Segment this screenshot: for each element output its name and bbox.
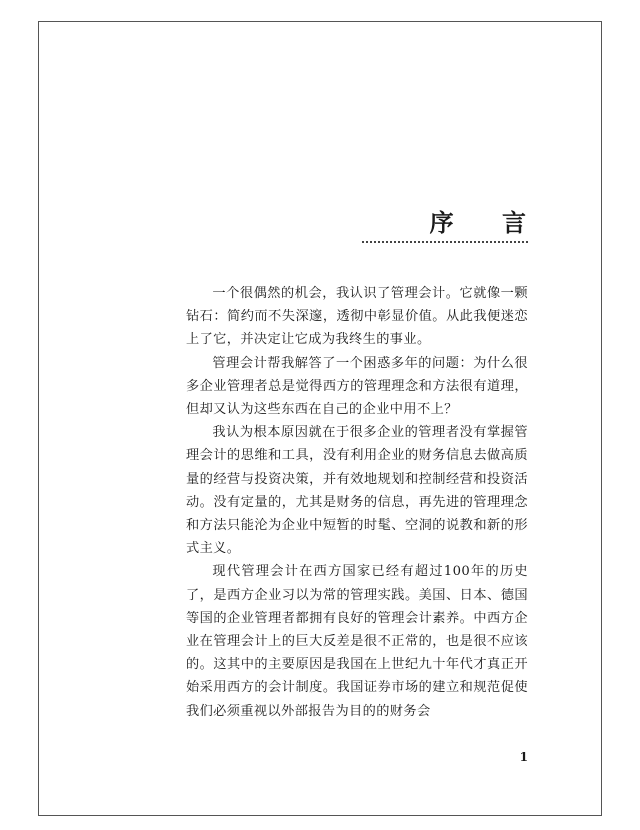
paragraph: 管理会计帮我解答了一个困惑多年的问题：为什么很多企业管理者总是觉得西方的管理理念和方法很有道理，但却又认为这些东西在自己的企业中用不上？ — [186, 355, 528, 418]
paragraph: 我认为根本原因就在于很多企业的管理者没有掌握管理会计的思维和工具，没有利用企业的财务信息去做高质量的经营与投资决策，并有效地规划和控制经营和投资活动。没有定量的，尤其是财务的信息，再先进的管理理念和方法只能沦为企业中短暂的时髦、空洞的说教和新的形式主义。 — [186, 425, 528, 557]
paragraph: 一个很偶然的机会，我认识了管理会计。它就像一颗钻石：简约而不失深邃，透彻中彰显价值。从此我便迷恋上了它，并决定让它成为我终生的事业。 — [186, 286, 528, 348]
body-text — [186, 282, 528, 723]
heading-dotted-rule — [362, 241, 528, 243]
page-number: 1 — [519, 750, 528, 764]
page-heading: 序 言 — [429, 208, 546, 237]
paragraph: 现代管理会计在西方国家已经有超过100年的历史了，是西方企业习以为常的管理实践。美国、日本、德国等国的企业管理者都拥有良好的管理会计素养。中西方企业在管理会计上的巨大反差是很不正常的，也是很不应该的。这其中的主要原因是我国在上世纪九十年代才真正开始采用西方的会计制度。我国证券市场的建立和规范促使我们必须重视以外部报告为目的的财务会 — [186, 564, 528, 719]
heading-block — [362, 205, 546, 245]
